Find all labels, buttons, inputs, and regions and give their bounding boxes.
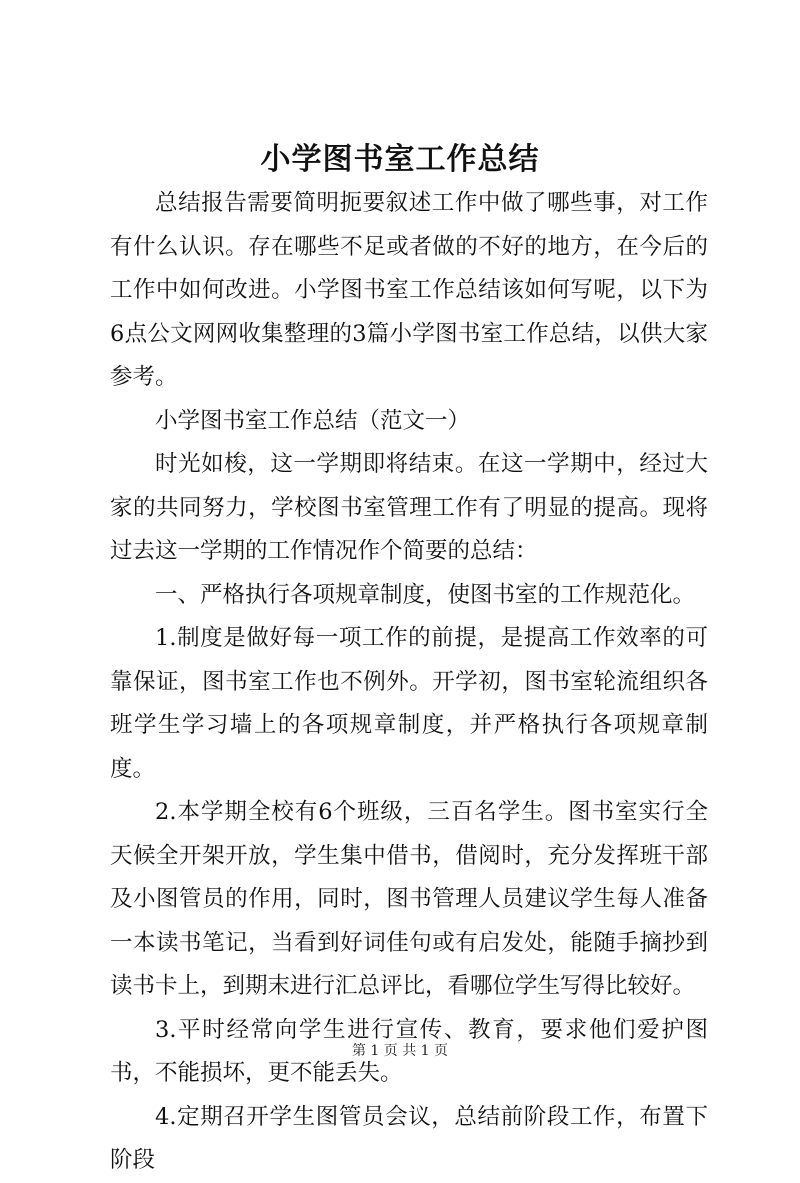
document-body: [110, 182, 708, 1183]
paragraph-subtitle: 小学图书室工作总结（范文一）: [155, 407, 471, 434]
paragraph-item-1: 1.制度是做好每一项工作的前提，是提高工作效率的可靠保证，图书室工作也不例外。开学初，图书室轮流组织各班学生学习墙上的各项规章制度，并严格执行各项规章制度。: [110, 625, 708, 782]
paragraph-section-heading: 一、严格执行各项规章制度，使图书室的工作规范化。: [155, 581, 696, 608]
paragraph-intro: 总结报告需要简明扼要叙述工作中做了哪些事，对工作有什么认识。存在哪些不足或者做的不好的地方，在今后的工作中如何改进。小学图书室工作总结该如何写呢，以下为6点公文网网收集整理的3篇小学图书室工作总结，以供大家参考。: [110, 190, 708, 390]
document-title: 小学图书室工作总结: [260, 142, 540, 177]
page-footer: 第 1 页 共 1 页: [351, 1043, 449, 1059]
paragraph-item-3: 3.平时经常向学生进行宣传、教育，要求他们爱护图书，不能损坏，更不能丢失。: [110, 1016, 708, 1086]
paragraph-opening: 时光如梭，这一学期即将结束。在这一学期中，经过大家的共同努力，学校图书室管理工作有了明显的提高。现将过去这一学期的工作情况作个简要的总结：: [110, 451, 708, 564]
paragraph-item-4: 4.定期召开学生图管员会议，总结前阶段工作，布置下阶段: [110, 1103, 708, 1173]
paragraph-item-2: 2.本学期全校有6个班级，三百名学生。图书室实行全天候全开架开放，学生集中借书，借阅时，充分发挥班干部及小图管员的作用，同时，图书管理人员建议学生每人准备一本读书笔记，当看到好词佳句或有启发处，能随手摘抄到读书卡上，到期末进行汇总评比，看哪位学生写得比较好。: [110, 799, 708, 999]
